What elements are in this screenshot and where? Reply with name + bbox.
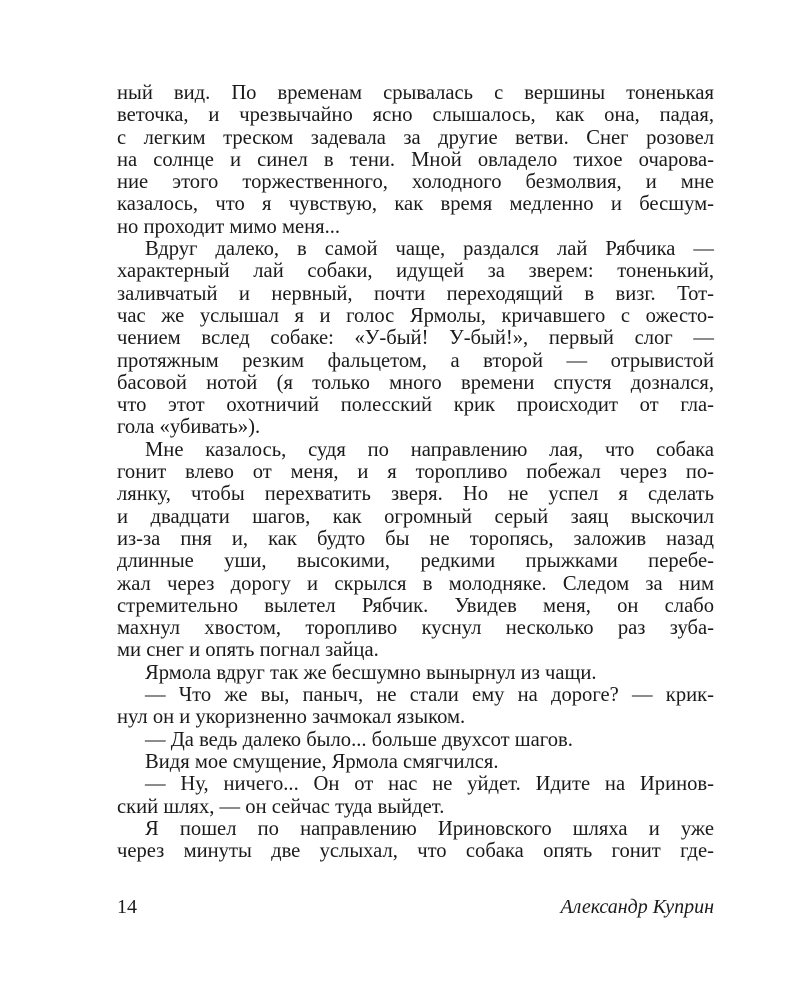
text-line: Вдруг далеко, в самой чаще, раздался лай Рябчика — xyxy=(145,238,714,261)
text-line: ный вид. По временам срывалась с вершины тоненькая xyxy=(117,82,714,104)
text-line: Я пошел по направлению Ириновского шляха и уже xyxy=(145,817,714,840)
text-line: казалось, что я чувствую, как время медленно и бесшум- xyxy=(117,193,714,216)
text-line: характерный лай собаки, идущей за зверем: тоненький, xyxy=(117,260,714,283)
text-line: что этот охотничий полесский крик происходит от гла- xyxy=(117,394,714,417)
text-line: ский шлях, — он сейчас туда выйдет. xyxy=(117,795,445,818)
text-line: гонит влево от меня, и я торопливо побежал через по- xyxy=(117,461,714,484)
text-line: ние этого торжественного, холодного безмолвия, и мне xyxy=(117,171,714,194)
text-line: с легким треском задевала за другие ветви. Снег розовел xyxy=(117,126,714,149)
text-line: — Что же вы, паныч, не стали ему на дороге? — крик- xyxy=(145,684,714,707)
text-line: басовой нотой (я только много времени спустя дознался, xyxy=(117,371,714,394)
text-line: лянку, чтобы перехватить зверя. Но не успел я сделать xyxy=(117,483,714,506)
text-line: веточка, и чрезвычайно ясно слышалось, как она, падая, xyxy=(117,104,714,127)
text-line: через минуты две услыхал, что собака опять гонит где- xyxy=(117,840,714,863)
text-line: ми снег и опять погнал зайца. xyxy=(117,639,379,662)
text-line: жал через дорогу и скрылся в молодняке. Следом за ним xyxy=(117,572,714,595)
text-line: — Ну, ничего... Он от нас не уйдет. Идите на Иринов- xyxy=(145,773,714,796)
text-line: гола «убивать»). xyxy=(117,416,261,439)
text-line: на солнце и синел в тени. Мной овладело тихое очарова- xyxy=(117,148,714,171)
text-line: но проходит мимо меня... xyxy=(117,215,341,238)
text-line: стремительно вылетел Рябчик. Увидев меня, он слабо xyxy=(117,594,714,617)
page-footer xyxy=(117,896,714,922)
text-line: заливчатый и нервный, почти переходящий в визг. Тот- xyxy=(117,282,714,305)
page-number: 14 xyxy=(117,896,137,918)
text-line: чением вслед собаке: «У-бый! У-бый!», первый слог — xyxy=(117,327,714,350)
text-line: длинные уши, высокими, редкими прыжками перебе- xyxy=(117,550,714,573)
text-line: махнул хвостом, торопливо куснул несколько раз зуба- xyxy=(117,617,714,640)
text-line: Видя мое смущение, Ярмола смягчился. xyxy=(145,750,499,773)
text-line: Ярмола вдруг так же бесшумно вынырнул из чащи. xyxy=(145,661,597,684)
text-line: час же услышал я и голос Ярмолы, кричавшего с ожесто- xyxy=(117,304,714,327)
text-line: протяжным резким фальцетом, а второй — отрывистой xyxy=(117,349,714,372)
page-body xyxy=(117,82,714,862)
text-line: Мне казалось, судя по направлению лая, что собака xyxy=(145,438,714,461)
running-author: Александр Куприн xyxy=(560,896,714,918)
text-line: и двадцати шагов, как огромный серый заяц выскочил xyxy=(117,505,714,528)
text-line: нул он и укоризненно зачмокал языком. xyxy=(117,706,466,729)
text-line: из-за пня и, как будто бы не торопясь, заложив назад xyxy=(117,527,714,550)
text-line: — Да ведь далеко было... больше двухсот шагов. xyxy=(145,728,573,751)
